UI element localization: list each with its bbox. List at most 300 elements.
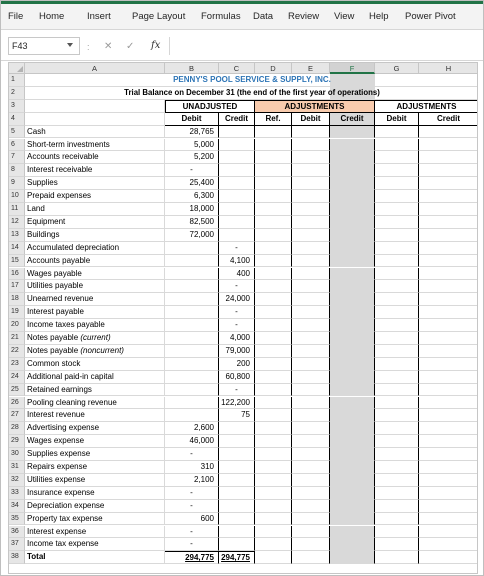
grid-cell-d[interactable] — [255, 474, 292, 487]
grid-cell-a[interactable]: Short-term investments — [25, 139, 165, 152]
grid-cell-e[interactable] — [292, 319, 330, 332]
grid-cell-g[interactable] — [375, 164, 419, 177]
grid-cell-a[interactable]: Accounts receivable — [25, 151, 165, 164]
grid-cell-h[interactable] — [419, 319, 478, 332]
grid-cell-e[interactable] — [292, 345, 330, 358]
grid-cell-b[interactable]: 82,500 — [165, 216, 219, 229]
grid-cell-c[interactable]: 4,000 — [219, 332, 255, 345]
grid-cell-c[interactable] — [219, 448, 255, 461]
grid-cell-h[interactable] — [419, 409, 478, 422]
grid-cell-d[interactable] — [255, 448, 292, 461]
grid-cell-a[interactable]: Utilities payable — [25, 280, 165, 293]
grid-cell-f[interactable] — [330, 397, 375, 410]
grid-cell-e[interactable] — [292, 242, 330, 255]
grid-cell-b[interactable] — [165, 397, 219, 410]
grid-cell-b[interactable]: - — [165, 538, 219, 551]
grid-cell-a[interactable]: Utilities expense — [25, 474, 165, 487]
row-header[interactable]: 9 — [9, 177, 25, 190]
grid-cell-d[interactable] — [255, 358, 292, 371]
grid-cell-e[interactable] — [292, 306, 330, 319]
group-header-unadjusted[interactable]: UNADJUSTED — [165, 100, 255, 113]
grid-cell-d[interactable] — [255, 126, 292, 139]
row-header[interactable]: 15 — [9, 255, 25, 268]
grid-cell-c[interactable] — [219, 435, 255, 448]
grid-cell-b[interactable]: - — [165, 164, 219, 177]
grid-cell-h[interactable] — [419, 551, 478, 564]
grid-cell-g[interactable] — [375, 255, 419, 268]
grid-cell-c[interactable]: 79,000 — [219, 345, 255, 358]
grid-cell-h[interactable] — [419, 268, 478, 281]
grid-cell-c[interactable] — [219, 513, 255, 526]
grid-cell-f[interactable] — [330, 500, 375, 513]
grid-cell-d[interactable] — [255, 409, 292, 422]
grid-cell-f[interactable] — [330, 203, 375, 216]
grid-cell-f[interactable] — [330, 190, 375, 203]
grid-cell-d[interactable] — [255, 190, 292, 203]
grid-cell-f[interactable] — [330, 526, 375, 539]
grid-cell-d[interactable] — [255, 500, 292, 513]
grid-cell-h[interactable] — [419, 255, 478, 268]
column-subheader-h[interactable]: Credit — [419, 113, 478, 126]
grid-cell-g[interactable] — [375, 397, 419, 410]
grid-cell-b[interactable]: 2,100 — [165, 474, 219, 487]
grid-cell-f[interactable] — [330, 216, 375, 229]
grid-cell-c[interactable] — [219, 190, 255, 203]
grid-cell-h[interactable] — [419, 345, 478, 358]
tab-view[interactable]: View — [334, 11, 355, 22]
grid-cell-d[interactable] — [255, 139, 292, 152]
row-header[interactable]: 23 — [9, 358, 25, 371]
row-header[interactable]: 5 — [9, 126, 25, 139]
chevron-down-icon[interactable] — [67, 43, 73, 47]
row-header[interactable]: 30 — [9, 448, 25, 461]
row-header[interactable]: 37 — [9, 538, 25, 551]
grid-cell-b[interactable] — [165, 551, 219, 564]
grid-cell-g[interactable] — [375, 139, 419, 152]
grid-cell-c[interactable] — [219, 229, 255, 242]
enter-check-icon[interactable]: ✓ — [126, 41, 135, 52]
grid-cell-f[interactable] — [330, 551, 375, 564]
grid-cell-a[interactable] — [25, 332, 165, 345]
grid-cell-b[interactable]: 5,200 — [165, 151, 219, 164]
grid-cell-h[interactable] — [419, 500, 478, 513]
grid-cell-f[interactable] — [330, 151, 375, 164]
grid-cell-b[interactable] — [165, 409, 219, 422]
grid-cell-d[interactable] — [255, 487, 292, 500]
grid-cell-c[interactable] — [219, 461, 255, 474]
grid-cell-h[interactable] — [419, 177, 478, 190]
grid-cell-h[interactable] — [419, 190, 478, 203]
grid-cell-g[interactable] — [375, 293, 419, 306]
grid-cell-g[interactable] — [375, 409, 419, 422]
grid-cell-f[interactable] — [330, 422, 375, 435]
grid-cell-a[interactable]: Interest revenue — [25, 409, 165, 422]
column-header-c[interactable]: C — [219, 63, 255, 74]
grid-cell-e[interactable] — [292, 384, 330, 397]
grid-cell-c[interactable]: 200 — [219, 358, 255, 371]
grid-cell-e[interactable] — [292, 422, 330, 435]
grid-cell[interactable] — [25, 100, 165, 113]
grid-cell-a[interactable]: Unearned revenue — [25, 293, 165, 306]
column-subheader-f[interactable]: Credit — [330, 113, 375, 126]
grid-cell-h[interactable] — [419, 358, 478, 371]
grid-cell-b[interactable] — [165, 293, 219, 306]
grid-cell-c[interactable]: - — [219, 242, 255, 255]
grid-cell-c[interactable] — [219, 203, 255, 216]
grid-cell-a[interactable]: Advertising expense — [25, 422, 165, 435]
grid-cell-e[interactable] — [292, 190, 330, 203]
grid-cell-d[interactable] — [255, 397, 292, 410]
row-header[interactable]: 27 — [9, 409, 25, 422]
grid-cell-e[interactable] — [292, 293, 330, 306]
grid-cell-f[interactable] — [330, 293, 375, 306]
column-header-g[interactable]: G — [375, 63, 419, 74]
grid-cell-a[interactable]: Interest payable — [25, 306, 165, 319]
grid-cell-e[interactable] — [292, 268, 330, 281]
grid-cell-g[interactable] — [375, 345, 419, 358]
row-header[interactable]: 7 — [9, 151, 25, 164]
grid-cell-a[interactable]: Land — [25, 203, 165, 216]
grid-cell-h[interactable] — [419, 306, 478, 319]
grid-cell-b[interactable]: 5,000 — [165, 139, 219, 152]
grid-cell-h[interactable] — [419, 435, 478, 448]
grid-cell-a[interactable]: Repairs expense — [25, 461, 165, 474]
grid-cell-d[interactable] — [255, 461, 292, 474]
grid-cell-c[interactable] — [219, 526, 255, 539]
grid-cell-b[interactable]: - — [165, 448, 219, 461]
grid-cell-c[interactable] — [219, 474, 255, 487]
grid-cell-f[interactable] — [330, 487, 375, 500]
column-subheader-g[interactable]: Debit — [375, 113, 419, 126]
grid-cell-h[interactable] — [419, 461, 478, 474]
grid-cell-h[interactable] — [419, 526, 478, 539]
grid-cell-c[interactable] — [219, 126, 255, 139]
row-header[interactable]: 28 — [9, 422, 25, 435]
grid-cell-d[interactable] — [255, 332, 292, 345]
grid-cell-e[interactable] — [292, 487, 330, 500]
grid-cell-a[interactable]: Supplies — [25, 177, 165, 190]
grid-cell-d[interactable] — [255, 526, 292, 539]
row-header[interactable]: 17 — [9, 280, 25, 293]
grid-cell-c[interactable] — [219, 422, 255, 435]
grid-cell-e[interactable] — [292, 526, 330, 539]
sheet-subtitle[interactable]: Trial Balance on December 31 (the end of the first year of operations) — [25, 87, 478, 100]
grid-cell-d[interactable] — [255, 538, 292, 551]
grid-cell-e[interactable] — [292, 151, 330, 164]
column-header-f[interactable]: F — [330, 63, 375, 74]
grid-cell-c[interactable]: - — [219, 280, 255, 293]
grid-cell-h[interactable] — [419, 487, 478, 500]
grid-cell-c[interactable] — [219, 551, 255, 564]
grid-cell-h[interactable] — [419, 448, 478, 461]
grid-cell-b[interactable]: 600 — [165, 513, 219, 526]
grid-cell-b[interactable] — [165, 268, 219, 281]
grid-cell-f[interactable] — [330, 126, 375, 139]
grid-cell-a[interactable]: Insurance expense — [25, 487, 165, 500]
grid-cell-h[interactable] — [419, 216, 478, 229]
grid-cell-a[interactable]: Interest expense — [25, 526, 165, 539]
grid-cell-e[interactable] — [292, 551, 330, 564]
column-header-a[interactable]: A — [25, 63, 165, 74]
grid-cell-g[interactable] — [375, 435, 419, 448]
row-header[interactable]: 12 — [9, 216, 25, 229]
grid-cell-b[interactable]: - — [165, 487, 219, 500]
grid-cell-g[interactable] — [375, 190, 419, 203]
row-header[interactable]: 22 — [9, 345, 25, 358]
grid-cell-d[interactable] — [255, 345, 292, 358]
row-header[interactable]: 14 — [9, 242, 25, 255]
tab-insert[interactable]: Insert — [87, 11, 111, 22]
grid-cell-a[interactable]: Wages payable — [25, 268, 165, 281]
grid-cell-a[interactable]: Income taxes payable — [25, 319, 165, 332]
grid-cell-d[interactable] — [255, 319, 292, 332]
grid-cell-d[interactable] — [255, 229, 292, 242]
grid-cell-b[interactable]: 18,000 — [165, 203, 219, 216]
grid-cell-a[interactable]: Interest receivable — [25, 164, 165, 177]
row-header[interactable]: 13 — [9, 229, 25, 242]
grid-cell-a[interactable]: Wages expense — [25, 435, 165, 448]
grid-cell-f[interactable] — [330, 306, 375, 319]
grid-cell-f[interactable] — [330, 513, 375, 526]
grid-cell-c[interactable]: 24,000 — [219, 293, 255, 306]
grid-cell-h[interactable] — [419, 229, 478, 242]
row-header[interactable]: 19 — [9, 306, 25, 319]
grid-cell-f[interactable] — [330, 177, 375, 190]
grid-cell-g[interactable] — [375, 216, 419, 229]
column-subheader-b[interactable]: Debit — [165, 113, 219, 126]
grid-cell-a[interactable]: Common stock — [25, 358, 165, 371]
row-header[interactable]: 6 — [9, 139, 25, 152]
grid-cell-d[interactable] — [255, 242, 292, 255]
grid-cell-f[interactable] — [330, 319, 375, 332]
grid-cell-c[interactable] — [219, 216, 255, 229]
grid-cell-b[interactable] — [165, 280, 219, 293]
grid-cell-e[interactable] — [292, 280, 330, 293]
column-header-d[interactable]: D — [255, 63, 292, 74]
grid-cell-e[interactable] — [292, 177, 330, 190]
row-header[interactable]: 21 — [9, 332, 25, 345]
grid-cell-h[interactable] — [419, 422, 478, 435]
grid-cell-c[interactable]: 400 — [219, 268, 255, 281]
grid-cell-d[interactable] — [255, 306, 292, 319]
grid-cell-d[interactable] — [255, 216, 292, 229]
grid-cell-c[interactable]: 4,100 — [219, 255, 255, 268]
grid-cell-f[interactable] — [330, 345, 375, 358]
row-header[interactable]: 38 — [9, 551, 25, 564]
row-header[interactable]: 32 — [9, 474, 25, 487]
grid-cell-f[interactable] — [330, 358, 375, 371]
row-header[interactable]: 16 — [9, 268, 25, 281]
row-header[interactable]: 31 — [9, 461, 25, 474]
grid-cell-d[interactable] — [255, 293, 292, 306]
sheet-title[interactable]: PENNY'S POOL SERVICE & SUPPLY, INC. — [25, 74, 478, 87]
grid-cell-f[interactable] — [330, 139, 375, 152]
group-header-adjustments[interactable]: ADJUSTMENTS — [255, 100, 375, 113]
grid-cell-h[interactable] — [419, 126, 478, 139]
grid-cell-g[interactable] — [375, 177, 419, 190]
column-header-e[interactable]: E — [292, 63, 330, 74]
grid-cell-g[interactable] — [375, 500, 419, 513]
grid-cell-c[interactable]: - — [219, 319, 255, 332]
row-header[interactable]: 24 — [9, 371, 25, 384]
grid-cell-e[interactable] — [292, 397, 330, 410]
grid-cell-e[interactable] — [292, 371, 330, 384]
group-header-adjustments-2[interactable]: ADJUSTMENTS — [375, 100, 478, 113]
grid-cell-f[interactable] — [330, 242, 375, 255]
grid-cell-b[interactable]: 310 — [165, 461, 219, 474]
grid-cell-b[interactable]: - — [165, 500, 219, 513]
grid-cell-b[interactable]: - — [165, 526, 219, 539]
grid-cell-f[interactable] — [330, 332, 375, 345]
grid-cell-d[interactable] — [255, 164, 292, 177]
grid-cell-d[interactable] — [255, 268, 292, 281]
grid-cell-f[interactable] — [330, 435, 375, 448]
grid-cell-g[interactable] — [375, 448, 419, 461]
grid-cell-a[interactable]: Buildings — [25, 229, 165, 242]
tab-page-layout[interactable]: Page Layout — [132, 11, 186, 22]
grid-cell-e[interactable] — [292, 435, 330, 448]
grid-cell-b[interactable] — [165, 371, 219, 384]
grid-cell-e[interactable] — [292, 500, 330, 513]
tab-file[interactable]: File — [8, 11, 24, 22]
grid-cell-g[interactable] — [375, 203, 419, 216]
grid-cell-d[interactable] — [255, 203, 292, 216]
grid-cell-b[interactable] — [165, 306, 219, 319]
grid-cell-g[interactable] — [375, 358, 419, 371]
grid-cell-h[interactable] — [419, 280, 478, 293]
grid-cell-b[interactable] — [165, 345, 219, 358]
grid-cell-h[interactable] — [419, 164, 478, 177]
grid-cell-c[interactable] — [219, 139, 255, 152]
grid-cell[interactable] — [25, 113, 165, 126]
grid-cell-c[interactable]: 122,200 — [219, 397, 255, 410]
grid-cell-a[interactable]: Depreciation expense — [25, 500, 165, 513]
grid-cell-b[interactable]: 2,600 — [165, 422, 219, 435]
grid-cell-a[interactable] — [25, 345, 165, 358]
grid-cell-b[interactable] — [165, 319, 219, 332]
grid-cell-h[interactable] — [419, 513, 478, 526]
grid-cell-d[interactable] — [255, 384, 292, 397]
grid-cell-g[interactable] — [375, 474, 419, 487]
grid-cell-d[interactable] — [255, 255, 292, 268]
tab-power-pivot[interactable]: Power Pivot — [405, 11, 456, 22]
grid-cell-a[interactable]: Total — [25, 551, 165, 564]
row-header[interactable]: 29 — [9, 435, 25, 448]
grid-cell-g[interactable] — [375, 229, 419, 242]
row-header[interactable]: 8 — [9, 164, 25, 177]
grid-cell-f[interactable] — [330, 164, 375, 177]
grid-cell-h[interactable] — [419, 242, 478, 255]
column-header-b[interactable]: B — [165, 63, 219, 74]
grid-cell-a[interactable]: Accumulated depreciation — [25, 242, 165, 255]
grid-cell-d[interactable] — [255, 513, 292, 526]
select-all-button[interactable] — [9, 63, 25, 74]
name-box[interactable]: F43 — [8, 37, 80, 55]
grid-cell-b[interactable] — [165, 384, 219, 397]
grid-cell-g[interactable] — [375, 551, 419, 564]
grid-cell-a[interactable]: Equipment — [25, 216, 165, 229]
row-header[interactable]: 35 — [9, 513, 25, 526]
grid-cell-g[interactable] — [375, 268, 419, 281]
grid-cell-e[interactable] — [292, 164, 330, 177]
row-header[interactable]: 20 — [9, 319, 25, 332]
grid-cell-c[interactable] — [219, 177, 255, 190]
grid-cell-e[interactable] — [292, 229, 330, 242]
grid-cell-f[interactable] — [330, 409, 375, 422]
grid-cell-g[interactable] — [375, 319, 419, 332]
tab-help[interactable]: Help — [369, 11, 389, 22]
grid-cell-d[interactable] — [255, 435, 292, 448]
insert-function-icon[interactable]: fx — [151, 40, 161, 51]
grid-cell-e[interactable] — [292, 513, 330, 526]
grid-cell-g[interactable] — [375, 280, 419, 293]
tab-home[interactable]: Home — [39, 11, 65, 22]
grid-cell-c[interactable] — [219, 538, 255, 551]
grid-cell-e[interactable] — [292, 448, 330, 461]
grid-cell-g[interactable] — [375, 513, 419, 526]
row-header[interactable]: 34 — [9, 500, 25, 513]
grid-cell-a[interactable]: Cash — [25, 126, 165, 139]
grid-cell-h[interactable] — [419, 139, 478, 152]
grid-cell-d[interactable] — [255, 177, 292, 190]
grid-cell-g[interactable] — [375, 538, 419, 551]
grid-cell-g[interactable] — [375, 487, 419, 500]
row-header[interactable]: 10 — [9, 190, 25, 203]
grid-cell-g[interactable] — [375, 422, 419, 435]
grid-cell-d[interactable] — [255, 551, 292, 564]
grid-cell-e[interactable] — [292, 332, 330, 345]
grid-cell-d[interactable] — [255, 371, 292, 384]
tab-review[interactable]: Review — [288, 11, 320, 22]
grid-cell-f[interactable] — [330, 229, 375, 242]
grid-cell-a[interactable]: Supplies expense — [25, 448, 165, 461]
grid-cell-f[interactable] — [330, 280, 375, 293]
row-header[interactable]: 2 — [9, 87, 25, 100]
grid-cell-f[interactable] — [330, 461, 375, 474]
grid-cell-d[interactable] — [255, 151, 292, 164]
grid-cell-a[interactable]: Prepaid expenses — [25, 190, 165, 203]
grid-cell-g[interactable] — [375, 526, 419, 539]
column-subheader-c[interactable]: Credit — [219, 113, 255, 126]
grid-cell-b[interactable] — [165, 358, 219, 371]
grid-cell-d[interactable] — [255, 422, 292, 435]
grid-cell-b[interactable] — [165, 332, 219, 345]
grid-cell-g[interactable] — [375, 151, 419, 164]
grid-cell-b[interactable]: 46,000 — [165, 435, 219, 448]
grid-cell-a[interactable]: Pooling cleaning revenue — [25, 397, 165, 410]
column-header-h[interactable]: H — [419, 63, 478, 74]
grid-cell-h[interactable] — [419, 538, 478, 551]
grid-cell-f[interactable] — [330, 255, 375, 268]
grid-cell-b[interactable] — [165, 242, 219, 255]
grid-cell-e[interactable] — [292, 255, 330, 268]
row-header[interactable]: 1 — [9, 74, 25, 87]
grid-cell-h[interactable] — [419, 293, 478, 306]
grid-cell-c[interactable] — [219, 151, 255, 164]
formula-input[interactable] — [169, 37, 479, 55]
grid-cell-h[interactable] — [419, 384, 478, 397]
grid-cell-g[interactable] — [375, 332, 419, 345]
grid-cell-h[interactable] — [419, 397, 478, 410]
grid-cell-g[interactable] — [375, 306, 419, 319]
grid-cell-f[interactable] — [330, 474, 375, 487]
grid-cell-c[interactable]: - — [219, 384, 255, 397]
grid-cell-h[interactable] — [419, 371, 478, 384]
grid-cell-f[interactable] — [330, 371, 375, 384]
grid-cell-e[interactable] — [292, 461, 330, 474]
row-header[interactable]: 25 — [9, 384, 25, 397]
grid-cell-h[interactable] — [419, 203, 478, 216]
